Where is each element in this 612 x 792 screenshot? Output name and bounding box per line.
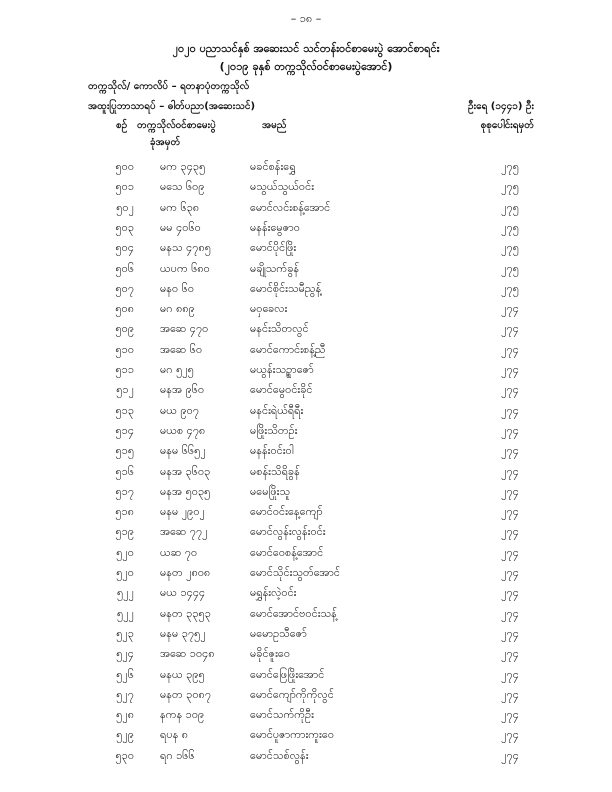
column-header-no: စဉ် <box>116 120 128 131</box>
row-number: ၅၂၂ <box>117 606 134 620</box>
student-name: မသွယ်သွယ်ဝင်း <box>250 180 314 194</box>
table-row <box>0 627 612 647</box>
major-line: အထူးပြုဘာသာရပ် – ဓါတ်ပညာ(အဆေးသင်) <box>88 101 256 112</box>
total-marks: ၂၇၅ <box>501 241 519 255</box>
student-name: မခင်စန်းရွှေ <box>250 160 296 173</box>
roll-number: မက ၃၄၃၅ <box>160 160 206 173</box>
table-row <box>0 465 612 485</box>
table-row <box>0 505 612 525</box>
table-row <box>0 749 612 769</box>
row-number: ၅၀၆ <box>115 261 134 275</box>
roll-number: မနတ ၃၃၅၃ <box>160 606 211 620</box>
row-number: ၅၁၁ <box>115 363 134 376</box>
total-marks: ၂၇၄ <box>501 626 519 640</box>
total-marks: ၂၇၄ <box>501 403 519 417</box>
student-name: မောင်စိုင်းသမီညွန့် <box>250 281 322 295</box>
total-marks: ၂၇၄ <box>501 383 519 397</box>
row-number: ၅၁၆ <box>115 464 134 478</box>
student-name: မောင်ဝေစန့်အောင် <box>250 545 324 559</box>
student-name: မရွှန်းလဲ့ဝင်း <box>250 586 297 600</box>
roll-number: ယဆ ၇၀ <box>160 545 198 559</box>
total-marks: ၂၇၄ <box>501 464 519 478</box>
roll-number: မနဝ ၆၀ <box>160 281 195 295</box>
roll-number: မနတ ၃၀၈၇ <box>160 687 212 701</box>
total-marks: ၂၇၄ <box>501 525 519 539</box>
student-name: မောင်ပိုင်ဖြိုး <box>250 241 297 255</box>
student-name: မမောဥသီဇော် <box>250 626 307 640</box>
roll-number: မနမ ၆၆၅၂ <box>160 444 206 458</box>
table-row <box>0 262 612 282</box>
roll-number: ယပက ၆၈၀ <box>160 261 210 275</box>
row-number: ၅၂၄ <box>116 647 134 661</box>
total-marks: ၂၇၄ <box>501 444 519 458</box>
total-marks: ၂၇၄ <box>501 728 519 742</box>
student-name: မနန်းမွေဇာဝ <box>250 220 300 234</box>
student-name: မောင်သိုင်းသွတ်အောင် <box>250 566 341 579</box>
roll-number: မမ ၄၀၆၀ <box>160 220 201 234</box>
roll-number: နကန ၁၀၉ <box>160 708 205 722</box>
roll-number: အဆေ ၄၇၀ <box>160 322 209 336</box>
row-number: ၅၁၅ <box>115 444 134 458</box>
total-marks: ၂၇၅ <box>501 281 519 295</box>
table-row <box>0 302 612 322</box>
table-row <box>0 607 612 627</box>
total-marks: ၂၇၄ <box>501 484 519 498</box>
table-row <box>0 201 612 221</box>
table-row <box>0 688 612 708</box>
row-number: ၅၂၀ <box>116 566 134 579</box>
table-row <box>0 241 612 261</box>
student-name: မခိုင်ဇူးဝေ <box>250 647 291 661</box>
table-row <box>0 647 612 667</box>
total-marks: ၂၇၄ <box>501 586 519 600</box>
row-number: ၅၂၇ <box>116 687 134 701</box>
table-row <box>0 566 612 586</box>
row-number: ၅၁၇ <box>115 484 134 498</box>
student-name: မမေဖြိုးသူ <box>250 484 291 498</box>
total-marks: ၂၇၄ <box>501 748 519 762</box>
roll-number: မဂ ၈၈၉ <box>160 302 195 316</box>
row-number: ၅၁၈ <box>115 505 134 519</box>
roll-number: မဂ ၅၂၅ <box>160 363 194 376</box>
table-row <box>0 180 612 200</box>
total-marks: ၂၇၄ <box>501 708 519 722</box>
roll-number: မနယ ၃၉၅ <box>160 667 205 681</box>
total-marks: ၂၇၄ <box>501 687 519 701</box>
table-row <box>0 668 612 688</box>
total-marks: ၂၇၅ <box>501 220 519 234</box>
total-marks: ၂၇၅ <box>501 200 519 214</box>
row-number: ၅၁၉ <box>115 525 134 539</box>
row-number: ၅၀၈ <box>115 302 134 316</box>
row-number: ၅၂၀ <box>116 545 134 559</box>
row-number: ၅၁၂ <box>116 383 134 397</box>
table-row <box>0 444 612 464</box>
page-number: – ၁၈ – <box>290 12 322 25</box>
table-row <box>0 424 612 444</box>
student-name: မနင်းသိတလွင် <box>250 322 309 336</box>
roll-number: မနမ ၂၉၀၂ <box>160 505 205 519</box>
total-marks: ၂၇၄ <box>501 342 519 356</box>
total-marks: ၂၇၄ <box>501 505 519 519</box>
student-name: မစန်းသိရိခွန် <box>250 464 300 478</box>
roll-number: မက ၆၃၈ <box>160 200 200 214</box>
column-header-roll: တက္ကသိုလ်ဝင်စာမေးပွဲ <box>137 120 216 131</box>
row-number: ၅၂၃ <box>116 626 134 640</box>
student-name: မနန်းဝင်းဝါ <box>250 444 294 458</box>
row-number: ၅၁၃ <box>115 403 134 417</box>
roll-number: မယ ၁၄၄၄ <box>160 586 206 600</box>
table-row <box>0 221 612 241</box>
student-name: မောင်သက်ကိုဦး <box>250 708 314 722</box>
table-row <box>0 343 612 363</box>
total-marks: ၂၇၅ <box>501 261 519 275</box>
table-row <box>0 485 612 505</box>
roll-number: မယစ ၄၇၈ <box>160 423 206 437</box>
roll-number: မနမ ၃၇၅၂ <box>160 626 206 640</box>
total-marks: ၂၇၄ <box>501 322 519 336</box>
roll-number: မနအ ၃၆၀၃ <box>160 464 211 478</box>
total-marks: ၂၇၄ <box>501 363 519 376</box>
table-row <box>0 404 612 424</box>
table-row <box>0 383 612 403</box>
document-title: ၂၀၂၀ ပညာသင်နှစ် အဆေးသင် သင်တန်းဝင်စာမေးပွဲ အောင်စာရင်း <box>172 42 440 55</box>
table-row <box>0 525 612 545</box>
university-line: တက္ကသိုလ်/ ကောလိပ် – ရတနာပုံတက္ကသိုလ် <box>88 81 250 92</box>
total-marks: ၂၇၄ <box>501 667 519 681</box>
roll-number: မယ ၉၀၇ <box>160 403 200 417</box>
total-marks: ၂၇၄ <box>501 647 519 661</box>
student-name: မနင်းရဲယ်ရီရီး <box>250 403 304 417</box>
row-number: ၅၀၀ <box>115 160 134 173</box>
row-number: ၅၂၈ <box>116 708 134 722</box>
column-header-name: အမည် <box>262 120 287 131</box>
student-name: မဖြိုးသိတဉ်း <box>250 423 298 437</box>
document-subtitle: (၂၀၁၉ ခုနှစ် တက္ကသိုလ်ဝင်စာမေးပွဲအောင်) <box>219 60 393 73</box>
roll-number: ရပန ၈ <box>160 728 189 742</box>
table-row <box>0 363 612 383</box>
row-number: ၅၁၀ <box>115 342 134 356</box>
student-name: မောင်မွေဝင်းခိုင် <box>250 383 313 397</box>
row-number: ၅၂၆ <box>116 667 134 681</box>
student-name: မဝှခေလး <box>250 302 288 316</box>
row-number: ၅၀၂ <box>116 200 134 214</box>
roll-number: ရဂ ၁၆၆ <box>160 748 195 762</box>
total-marks: ၂၇၄ <box>501 566 519 579</box>
roll-number: မနသ ၄၇၈၅ <box>160 241 211 255</box>
total-marks: ၂၇၅ <box>501 180 519 194</box>
roll-number: အဆေ ၇၇၂ <box>160 525 208 539</box>
student-name: မောင်ဝင်းနေ့ကျော် <box>250 505 323 519</box>
table-row <box>0 322 612 342</box>
row-number: ၅၃၀ <box>115 748 134 762</box>
student-name: မောင်ကျော်ကိုကိုလွင် <box>250 687 334 701</box>
table-row <box>0 586 612 606</box>
total-marks: ၂၇၄ <box>501 423 519 437</box>
total-marks: ၂၇၄ <box>501 606 519 620</box>
roll-number: မသေ ၆၀၉ <box>160 180 205 194</box>
row-number: ၅၀၄ <box>115 241 134 255</box>
table-row <box>0 546 612 566</box>
table-row <box>0 728 612 748</box>
roll-number: အဆေ ၆၀ <box>160 342 203 356</box>
student-name: မောင်သစ်လွန်း <box>250 748 309 762</box>
student-name: မောင်ကောင်းစန့်ညီ <box>250 342 326 356</box>
student-name: မယွန်းသဥ္စာဇော် <box>250 363 314 376</box>
row-number: ၅၀၉ <box>115 322 134 336</box>
roll-number: မနတ ၂၈၀၈ <box>160 566 211 579</box>
total-marks: ၂၇၄ <box>501 545 519 559</box>
student-name: မချိုသက်ခွန် <box>250 261 300 275</box>
roll-number: မနအ ၉၆၀ <box>160 383 205 397</box>
roll-number: မနအ ၅၀၃၅ <box>160 484 211 498</box>
student-name: မောင်ပူဇာကားကူးဝေ <box>250 728 335 742</box>
student-name: မောင်အောင်ဗဝင်းသန့် <box>250 606 337 620</box>
total-marks: ၂၇၅ <box>501 160 519 173</box>
row-number: ၅၀၇ <box>115 281 134 295</box>
table-row <box>0 282 612 302</box>
total-count: ဦးရေ (၁၄၄၁) ဦး <box>468 101 534 112</box>
roll-number: အဆေ ၁၀၄၈ <box>160 647 215 661</box>
column-header-roll-number: ခုံအမှတ် <box>150 137 181 148</box>
row-number: ၅၀၁ <box>115 180 134 194</box>
row-number: ၅၁၄ <box>115 423 134 437</box>
student-name: မောင်လွန်းလွန်းဝင်း <box>250 525 326 539</box>
row-number: ၅၂၉ <box>116 728 134 742</box>
student-name: မောင်လင်းစန့်အောင် <box>250 200 331 214</box>
student-name: မောင်ဖြေဖြိုးအောင် <box>250 667 325 681</box>
row-number: ၅၂၂ <box>117 586 134 600</box>
table-row <box>0 160 612 180</box>
column-header-marks: စုစုပေါင်းရမှတ် <box>480 120 534 131</box>
row-number: ၅၀၃ <box>115 220 134 234</box>
table-row <box>0 708 612 728</box>
total-marks: ၂၇၄ <box>501 302 519 316</box>
